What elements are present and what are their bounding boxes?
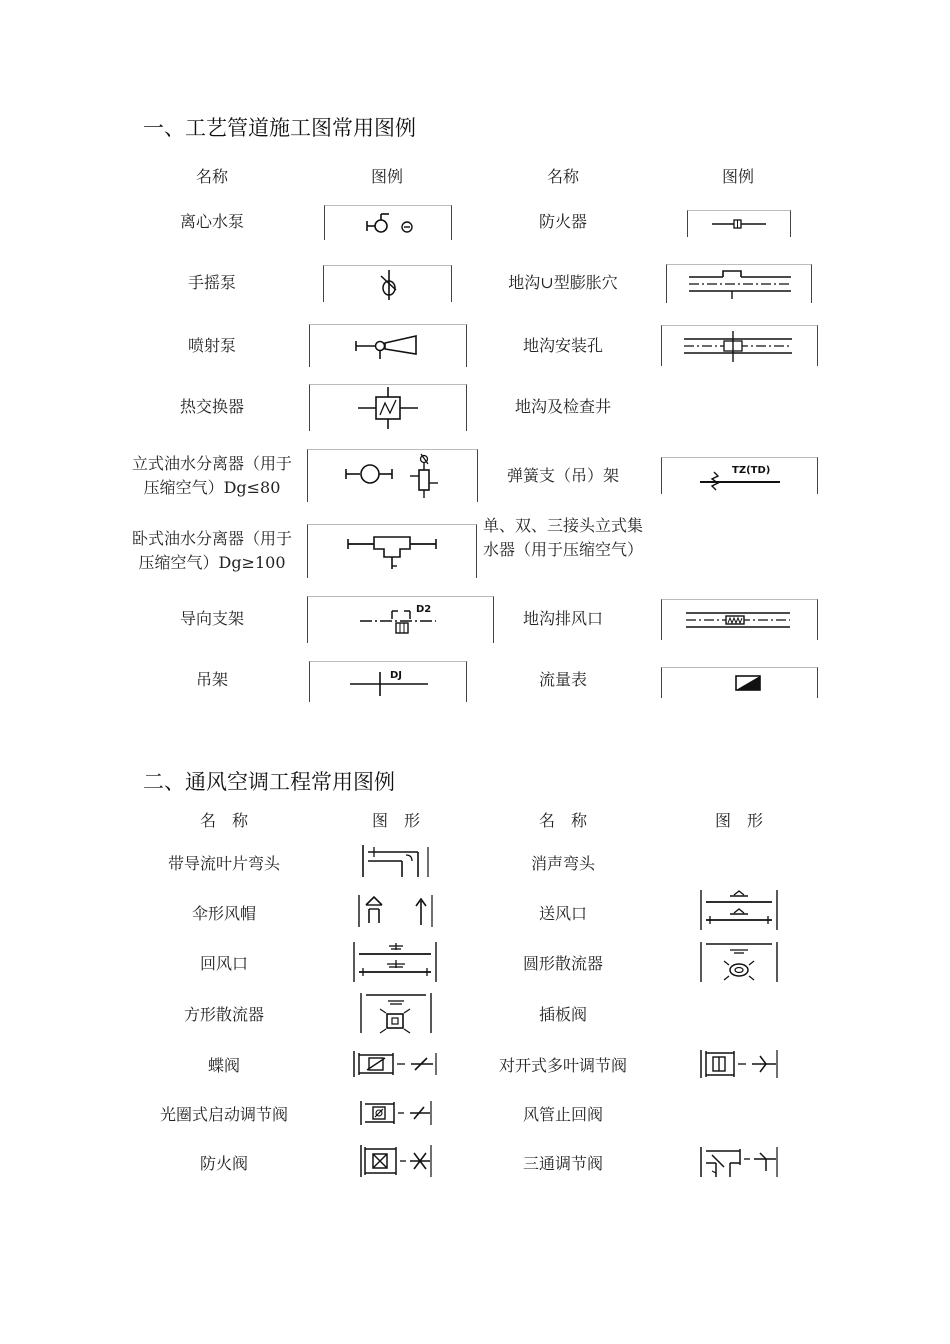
section2-title: 二、通风空调工程常用图例 xyxy=(143,770,395,794)
flow-meter-symbol xyxy=(661,667,818,698)
s2-header-shape-1: 图 形 xyxy=(371,811,420,830)
hand-pump-symbol xyxy=(323,265,452,302)
spring-hanger-label: TZ(TD) xyxy=(732,465,771,476)
s2-header-shape-2: 图 形 xyxy=(714,811,763,830)
s1-name-flow-meter: 流量表 xyxy=(538,670,587,689)
s1-name-hand-pump: 手摇泵 xyxy=(187,273,236,292)
return-outlet-symbol xyxy=(353,940,437,984)
s1-name-water-collector: 单、双、三接头立式集水器（用于压缩空气） xyxy=(483,516,644,559)
hanger-symbol xyxy=(309,661,467,702)
s1-header-name-2: 名称 xyxy=(546,167,579,186)
s1-name-hanger: 吊架 xyxy=(195,670,228,689)
flame-arrester-symbol xyxy=(687,210,791,237)
s2-name-check-damper: 风管止回阀 xyxy=(522,1105,603,1124)
fire-damper-symbol xyxy=(360,1143,432,1179)
heat-exchanger-symbol xyxy=(309,384,467,431)
s2-name-supply-outlet: 送风口 xyxy=(538,904,587,923)
s1-name-horizontal-oil-water-separator: 卧式油水分离器（用于压缩空气）Dg≥100 xyxy=(132,529,293,572)
s1-name-spring-hanger: 弹簧支（吊）架 xyxy=(506,466,619,485)
guide-support-symbol xyxy=(307,596,494,643)
guide-support-label: D2 xyxy=(416,604,432,615)
s2-name-square-diffuser: 方形散流器 xyxy=(183,1005,264,1024)
s2-name-vaned-elbow: 带导流叶片弯头 xyxy=(167,854,280,873)
iris-damper-symbol xyxy=(360,1099,432,1127)
s1-name-centrifugal-pump: 离心水泵 xyxy=(179,212,244,231)
square-diffuser-symbol xyxy=(360,991,432,1035)
supply-outlet-symbol xyxy=(700,888,778,932)
s1-name-trench-vent: 地沟排风口 xyxy=(522,609,603,628)
s1-header-name-1: 名称 xyxy=(195,167,228,186)
s2-name-round-diffuser: 圆形散流器 xyxy=(522,954,603,973)
s2-name-three-way-damper: 三通调节阀 xyxy=(522,1154,603,1173)
s1-name-trench-inspection-well: 地沟及检查井 xyxy=(514,397,611,416)
s2-header-name-1: 名 称 xyxy=(199,811,248,830)
section1-title: 一、工艺管道施工图常用图例 xyxy=(143,116,416,140)
trench-u-expansion-symbol xyxy=(666,264,812,303)
s1-name-guide-support: 导向支架 xyxy=(179,609,244,628)
butterfly-valve-symbol xyxy=(353,1050,437,1078)
s2-name-silencer-elbow: 消声弯头 xyxy=(530,854,595,873)
s2-header-name-2: 名 称 xyxy=(538,811,587,830)
hanger-label: DJ xyxy=(390,670,403,681)
vertical-separator-symbol xyxy=(307,449,478,502)
round-diffuser-symbol xyxy=(700,940,778,984)
umbrella-cap-symbol xyxy=(358,893,433,929)
trench-install-hole-symbol xyxy=(661,325,818,366)
s1-name-trench-install-hole: 地沟安装孔 xyxy=(522,336,603,355)
spring-hanger-symbol xyxy=(661,457,818,494)
s2-name-iris-damper: 光圈式启动调节阀 xyxy=(159,1105,288,1124)
jet-pump-symbol xyxy=(309,324,467,367)
s2-name-slide-damper: 插板阀 xyxy=(538,1005,587,1024)
s2-name-opposed-blade-damper: 对开式多叶调节阀 xyxy=(498,1056,627,1075)
opposed-blade-damper-symbol xyxy=(700,1048,778,1080)
s1-name-trench-u-expansion: 地沟∪型膨胀穴 xyxy=(508,273,618,292)
s1-header-legend-1: 图例 xyxy=(370,167,403,186)
s2-name-return-outlet: 回风口 xyxy=(199,954,248,973)
horizontal-separator-symbol xyxy=(307,524,477,578)
s1-name-jet-pump: 喷射泵 xyxy=(187,336,236,355)
s1-name-vertical-oil-water-separator: 立式油水分离器（用于压缩空气）Dg≤80 xyxy=(132,454,293,497)
s2-name-butterfly-valve: 蝶阀 xyxy=(207,1056,240,1075)
s2-name-umbrella-cap: 伞形风帽 xyxy=(191,904,256,923)
s1-header-legend-2: 图例 xyxy=(721,167,754,186)
three-way-damper-symbol xyxy=(700,1145,778,1179)
vaned-elbow-symbol xyxy=(362,843,430,879)
s1-name-flame-arrester: 防火器 xyxy=(538,212,587,231)
trench-vent-symbol xyxy=(661,599,818,640)
s2-name-fire-damper: 防火阀 xyxy=(199,1154,248,1173)
centrifugal-pump-symbol xyxy=(324,205,452,240)
s1-name-heat-exchanger: 热交换器 xyxy=(179,397,244,416)
